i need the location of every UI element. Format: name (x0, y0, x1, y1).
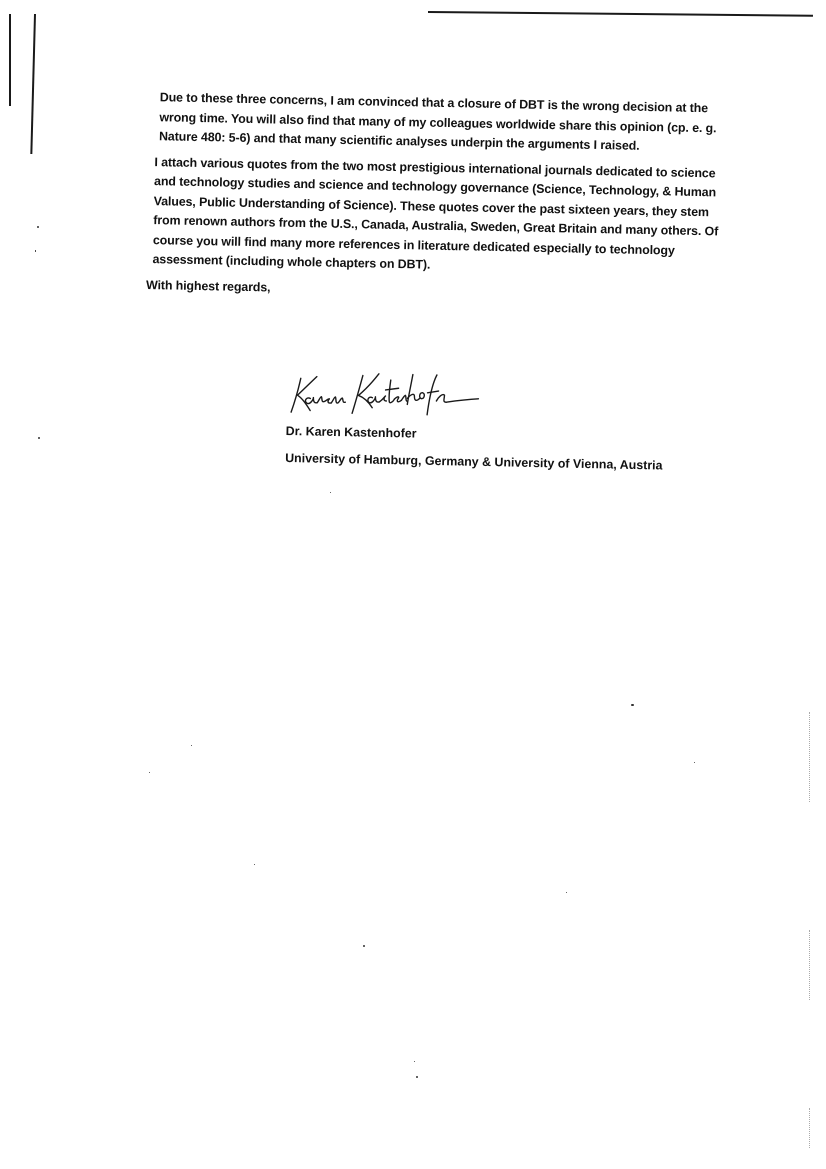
signatory-affiliation: University of Hamburg, Germany & University of Vienna, Austria (285, 450, 663, 473)
handwritten-signature (286, 368, 487, 424)
scan-edge-mark-left-long (30, 14, 36, 154)
scan-speck (38, 437, 40, 439)
signature-block (285, 368, 687, 476)
scan-right-edge-dots (809, 1108, 811, 1148)
scan-speck (191, 745, 192, 746)
letter-body (146, 88, 740, 307)
scan-top-rule (428, 11, 813, 17)
letter-paragraph: Due to these three concerns, I am convinced that a closure of DBT is the wrong decision at the wrong time. You will also find that many of my colleagues worldwide share this opinion (cp. e. g. Nature 480: 5-6) and that many scientific analyses underpin the arguments I raised. (158, 90, 717, 153)
scan-speck (694, 762, 695, 763)
letter-paragraph: I attach various quotes from the two most prestigious international journals dedicated to science and technology studies and science and technology governance (Science, Technology, & Human Values, Public Understanding of Science). These quotes cover the past sixteen years, they stem from renown authors from the U.S., Canada, Australia, Sweden, Great Britain and many others. Of course you will find many more references in literature dedicated especially to technology assessment (including whole chapters on DBT). (152, 154, 719, 272)
scan-speck (149, 772, 150, 773)
scan-speck (330, 492, 331, 493)
signature-graphic (286, 368, 487, 424)
scan-right-edge-dots (809, 712, 811, 802)
closing-salutation: With highest regards, (145, 277, 271, 294)
scan-speck (37, 226, 39, 228)
scan-speck (35, 250, 36, 252)
scan-right-edge-dots (809, 930, 811, 1000)
signatory-name: Dr. Karen Kastenhofer (285, 423, 417, 441)
scan-speck (363, 945, 365, 947)
scan-speck (254, 864, 255, 865)
scan-edge-mark-left (9, 14, 11, 106)
scan-speck (416, 1076, 418, 1078)
scan-speck (414, 1061, 415, 1062)
scan-speck (631, 704, 634, 706)
scan-speck (566, 892, 567, 893)
